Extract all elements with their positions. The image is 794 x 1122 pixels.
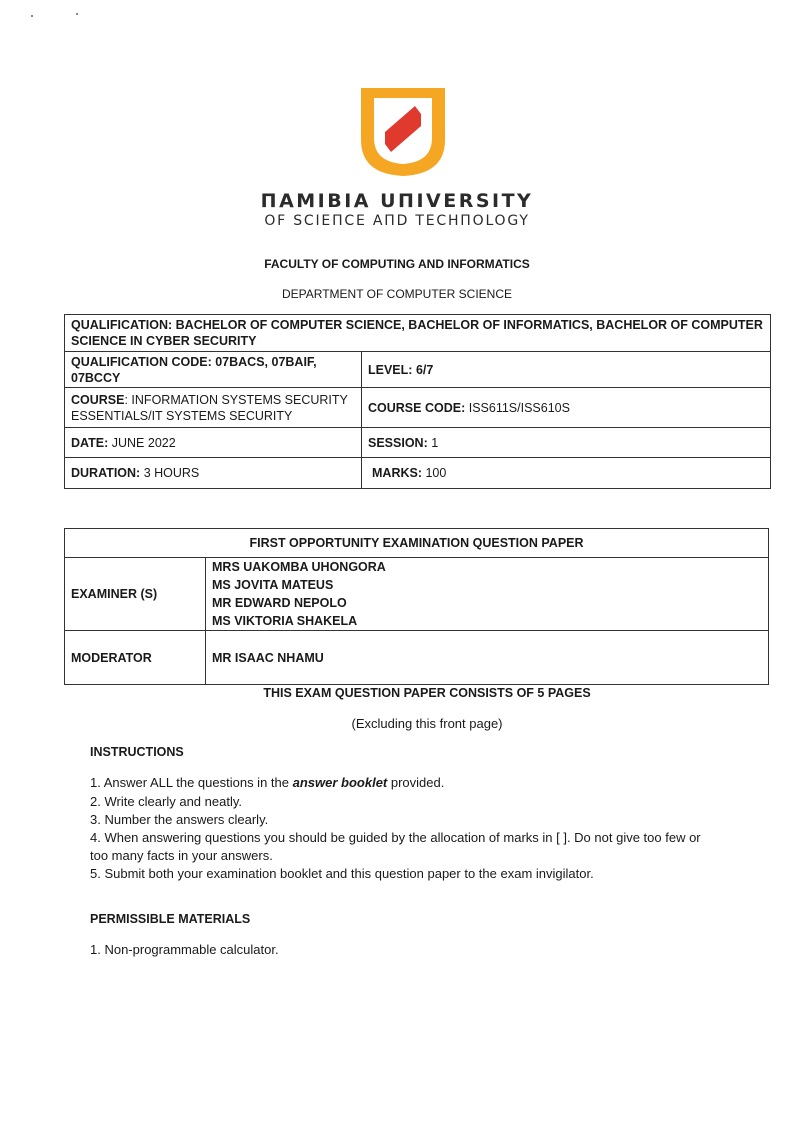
date-cell <box>65 428 362 458</box>
page-count: THIS EXAM QUESTION PAPER CONSISTS OF 5 PAGES <box>263 686 591 700</box>
marks-value: 100 <box>425 466 447 480</box>
answer-booklet-emphasis: answer booklet <box>292 775 388 790</box>
date-label: DATE: <box>71 435 109 450</box>
session-label: SESSION: <box>368 435 428 450</box>
materials-item-1: 1. Non-programmable calculator. <box>90 942 279 957</box>
duration-value: 3 HOURS <box>143 466 200 480</box>
qualification-cell <box>65 315 771 352</box>
instruction-item-5: 5. Submit both your examination booklet and this question paper to the exam invigilator. <box>90 866 594 881</box>
examiner-list <box>206 558 769 631</box>
moderator-label: MODERATOR <box>65 631 206 685</box>
marks-label: MARKS: <box>372 466 422 480</box>
instruction-item-1 <box>90 775 444 790</box>
examiner-name: MRS UAKOMBA UHONGORA <box>212 560 386 574</box>
level-label: LEVEL: <box>368 362 413 377</box>
course-code-label: COURSE CODE: <box>368 400 466 415</box>
university-subtitle: OF SCIEПCE AПD TECHПOLOGY <box>264 213 530 229</box>
examiner-name: MS JOVITA MATEUS <box>212 578 334 592</box>
instruction-item-2: 2. Write clearly and neatly. <box>90 794 242 809</box>
university-name: ΠΑΜΙΒΙΑ UΠIVERSITY <box>260 190 534 212</box>
exam-paper-title: FIRST OPPORTUNITY EXAMINATION QUESTION PAPER <box>65 529 769 558</box>
qualification-code-value: 07BACS, 07BAIF, 07BCCY <box>71 354 317 385</box>
department-title: DEPARTMENT OF COMPUTER SCIENCE <box>281 287 513 301</box>
instruction-item-4-line-1: 4. When answering questions you should be guided by the allocation of marks in [ ]. Do not give too few or <box>90 830 701 845</box>
scan-speck <box>76 13 78 15</box>
examination-table <box>64 528 769 685</box>
course-code-value: ISS611S/ISS610S <box>468 400 570 415</box>
session-value: 1 <box>431 435 439 450</box>
course-code-cell <box>362 388 771 428</box>
scan-speck <box>31 15 33 17</box>
page-count-note: (Excluding this front page) <box>351 716 503 731</box>
qualification-table <box>64 314 771 489</box>
qualification-value: BACHELOR OF COMPUTER SCIENCE, BACHELOR OF INFORMATICS, BACHELOR OF COMPUTER SCIENCE IN CYBER SECURITY <box>71 318 763 348</box>
university-logo <box>357 84 449 178</box>
examiner-name: MR EDWARD NEPOLO <box>212 596 347 610</box>
moderator-name: MR ISAAC NHAMU <box>206 631 769 685</box>
level-value: 6/7 <box>415 362 434 377</box>
qualification-code-label: QUALIFICATION CODE: <box>71 354 212 369</box>
course-label: COURSE <box>71 392 125 407</box>
faculty-title: FACULTY OF COMPUTING AND INFORMATICS <box>264 257 530 271</box>
examiner-name: MS VIKTORIA SHAKELA <box>212 614 358 628</box>
duration-label: DURATION: <box>71 466 141 480</box>
examiner-label: EXAMINER (S) <box>65 558 206 631</box>
level-cell <box>362 352 771 388</box>
course-cell <box>65 388 362 428</box>
instructions-heading: INSTRUCTIONS <box>90 745 184 759</box>
instruction-item-4-line-2: too many facts in your answers. <box>90 848 273 863</box>
date-value: JUNE 2022 <box>111 435 176 450</box>
session-cell <box>362 428 771 458</box>
qualification-code-cell <box>65 352 362 388</box>
duration-cell <box>65 458 362 489</box>
marks-cell <box>362 458 771 489</box>
instruction-1-end: provided. <box>387 775 445 790</box>
qualification-label: QUALIFICATION: <box>71 318 173 332</box>
course-value: : INFORMATION SYSTEMS SECURITY ESSENTIALS/IT SYSTEMS SECURITY <box>71 392 348 423</box>
instruction-1-text: 1. Answer ALL the questions in the <box>90 775 293 790</box>
materials-heading: PERMISSIBLE MATERIALS <box>90 912 251 926</box>
instruction-item-3: 3. Number the answers clearly. <box>90 812 269 827</box>
